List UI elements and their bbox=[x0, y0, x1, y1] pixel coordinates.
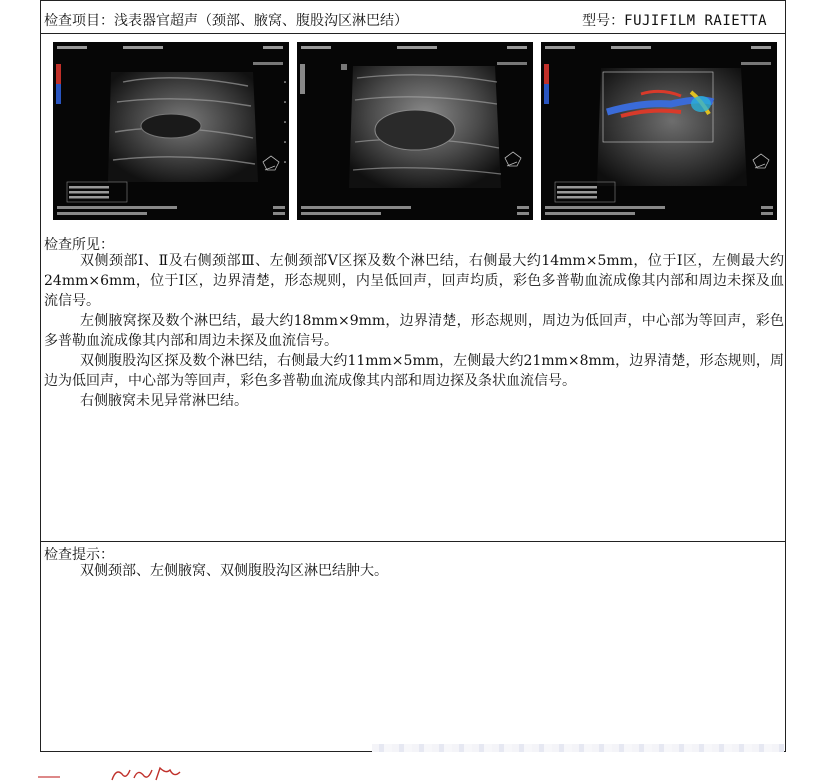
exam-project bbox=[44, 10, 408, 30]
report-frame bbox=[40, 0, 786, 752]
tips-text bbox=[44, 561, 784, 581]
report-header bbox=[41, 1, 785, 34]
red-mark bbox=[38, 776, 60, 778]
signature bbox=[108, 764, 198, 782]
device-model-value: FUJIFILM RAIETTA bbox=[624, 13, 767, 29]
findings-text bbox=[44, 251, 784, 411]
findings-section bbox=[41, 234, 785, 542]
findings-paragraph: 左侧腋窝探及数个淋巴结，最大约18mm×9mm，边界清楚，形态规则，周边为低回声，中心部为等回声，彩色多普勒血流成像其内部和周边未探及血流信号。 bbox=[44, 313, 784, 349]
ultrasound-images bbox=[53, 42, 777, 220]
scan-artifact bbox=[372, 744, 784, 752]
ultrasound-image-1 bbox=[53, 42, 289, 220]
exam-project-value: 浅表器官超声（颈部、腋窝、腹股沟区淋巴结） bbox=[114, 13, 408, 29]
findings-paragraph: 双侧颈部Ⅰ、Ⅱ及右侧颈部Ⅲ、左侧颈部Ⅴ区探及数个淋巴结，右侧最大约14mm×5mm，位于Ⅰ区，左侧最大约24mm×6mm，位于Ⅰ区，边界清楚，形态规则，内呈低回声，回声均质，彩色多普勒血流成像其内部和周边未探及血流信号。 bbox=[44, 253, 784, 309]
findings-title: 检查所见： bbox=[44, 237, 114, 253]
tips-paragraph: 双侧颈部、左侧腋窝、双侧腹股沟区淋巴结肿大。 bbox=[80, 563, 388, 579]
tips-title: 检查提示： bbox=[44, 547, 114, 563]
findings-paragraph: 双侧腹股沟区探及数个淋巴结，右侧最大约11mm×5mm，左侧最大约21mm×8mm，边界清楚，形态规则，周边为低回声，中心部为等回声，彩色多普勒血流成像其内部和周边探及条状血流信号。 bbox=[44, 353, 784, 389]
ultrasound-image-3 bbox=[541, 42, 777, 220]
device-model bbox=[582, 10, 767, 30]
findings-paragraph: 右侧腋窝未见异常淋巴结。 bbox=[80, 393, 248, 409]
ultrasound-image-2 bbox=[297, 42, 533, 220]
exam-project-label: 检查项目： bbox=[44, 13, 114, 29]
device-model-label: 型号： bbox=[582, 13, 625, 29]
